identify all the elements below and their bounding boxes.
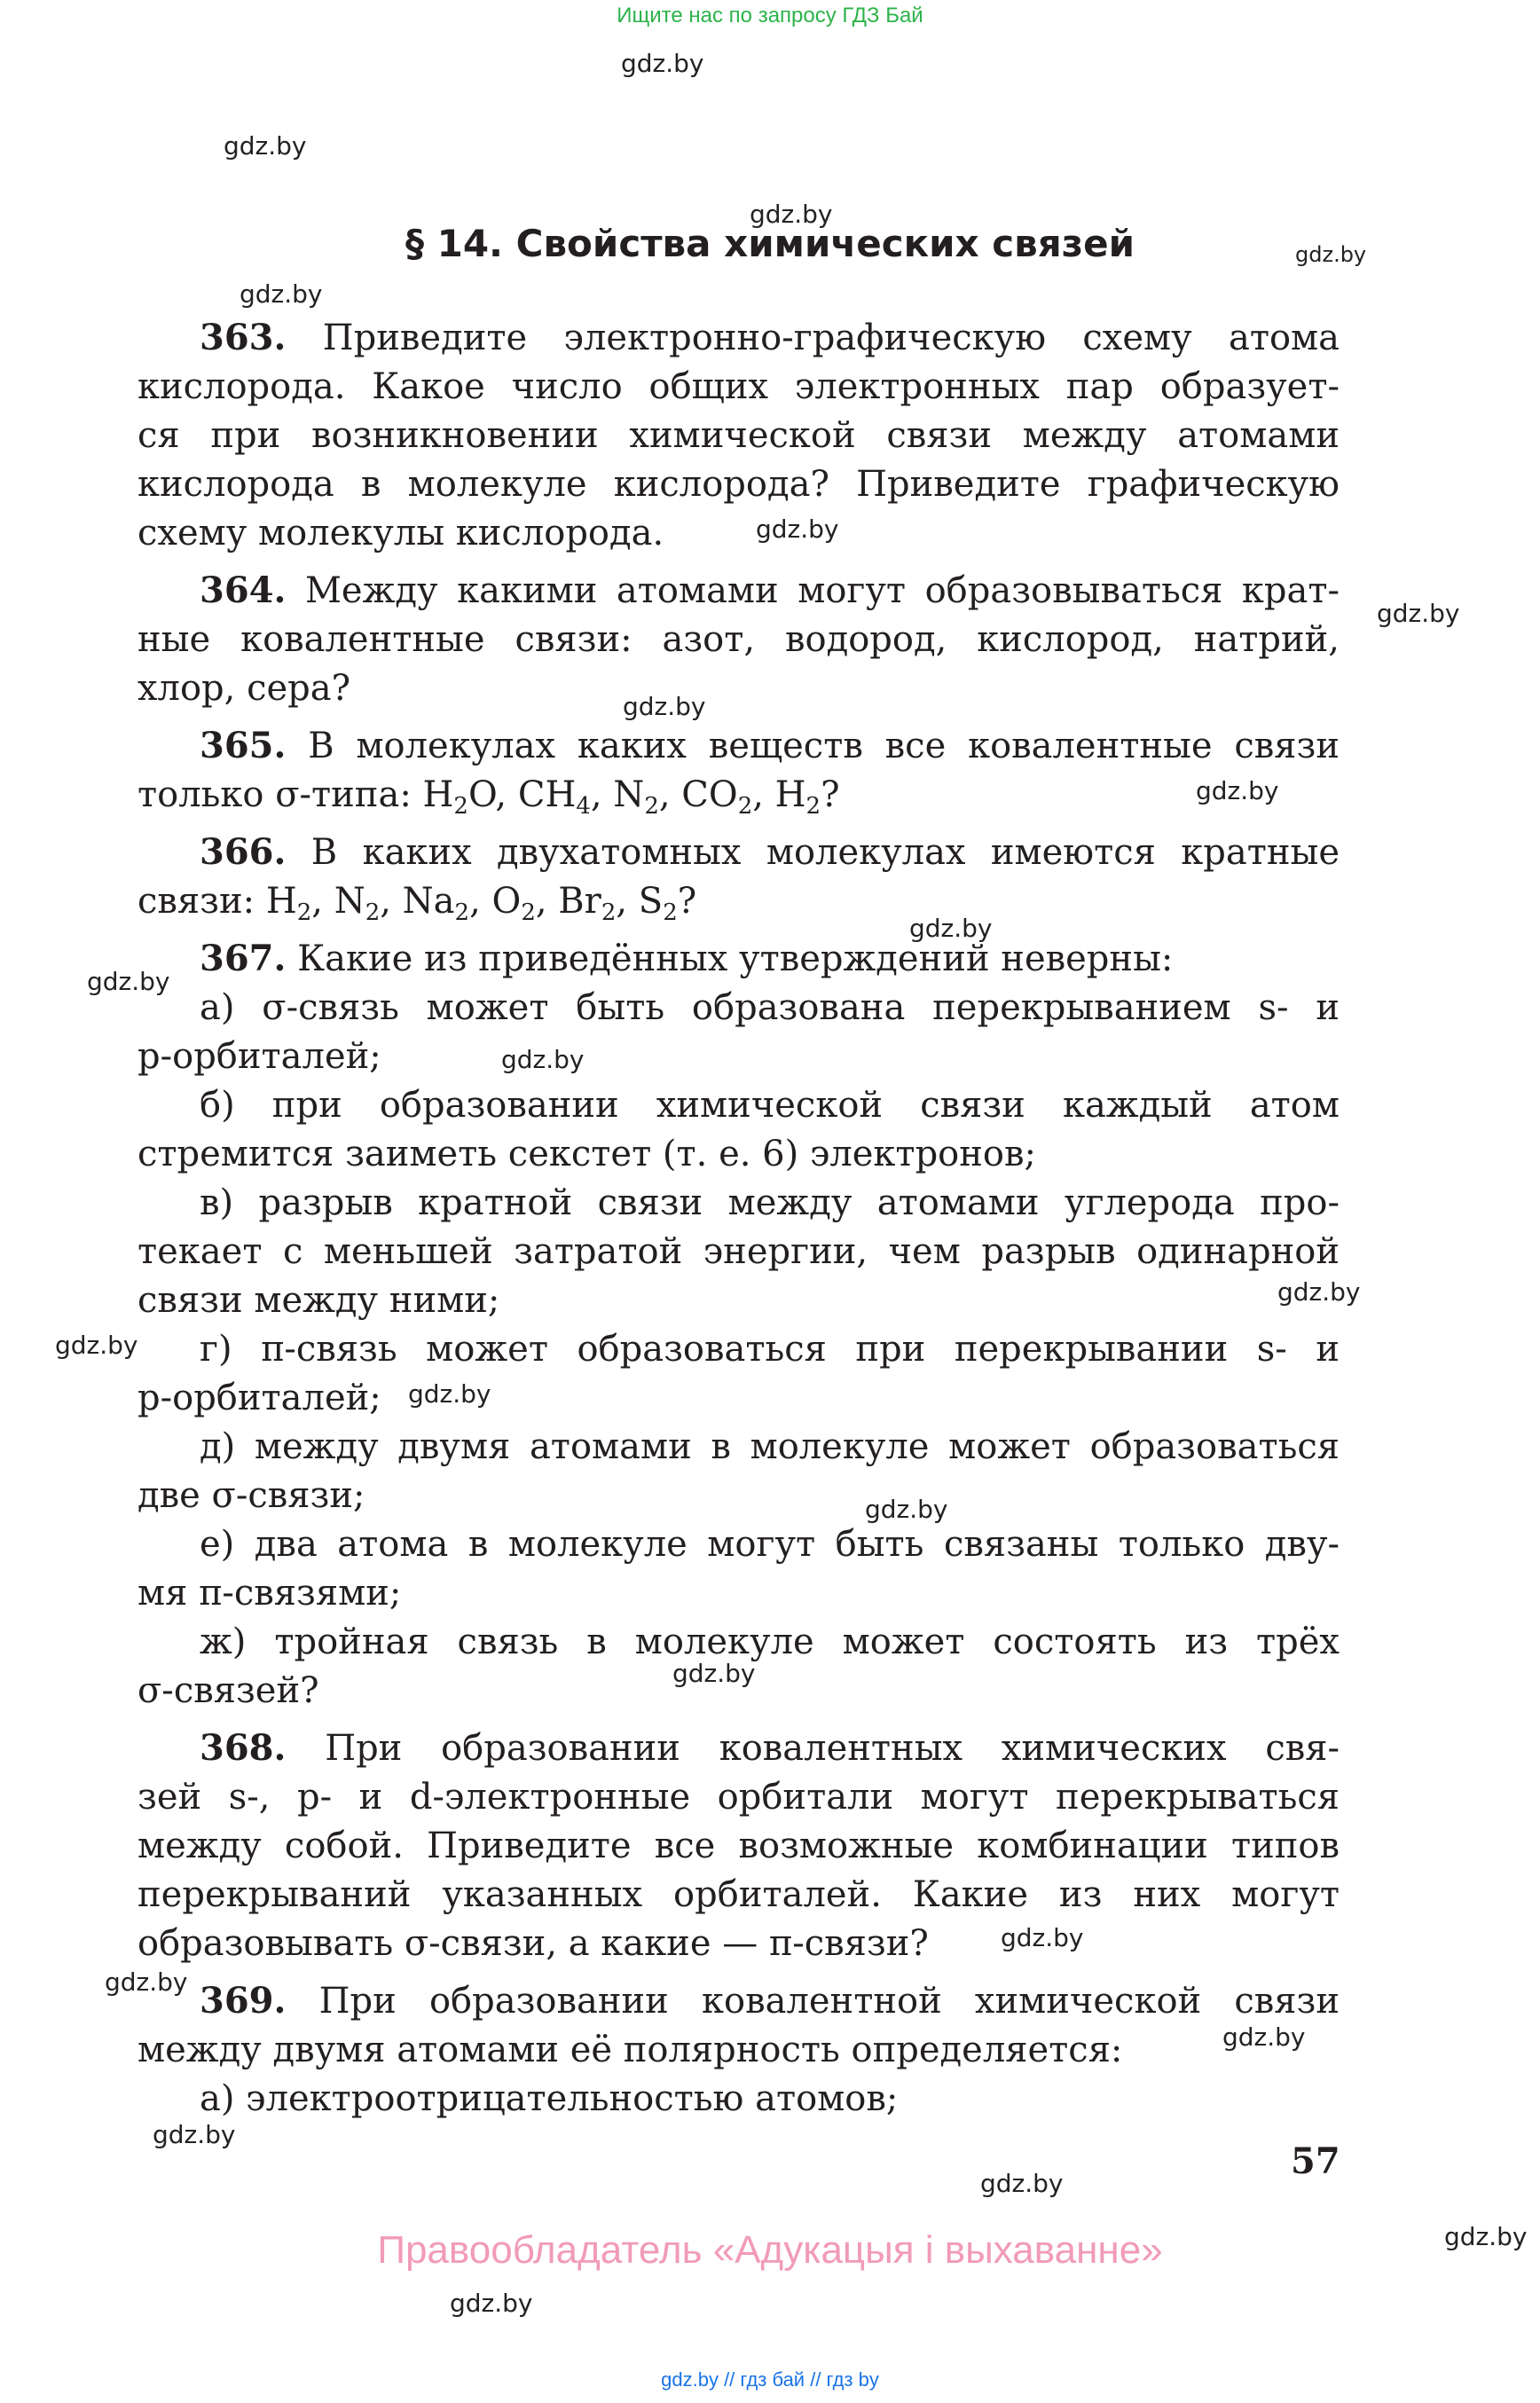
watermark: gdz.by [1295,242,1367,267]
watermark: gdz.by [153,2120,236,2149]
watermark: gdz.by [55,1331,138,1360]
problem-text: В молекулах каких веществ все ковалентные связи [308,726,1340,766]
watermark: gdz.by [450,2289,533,2318]
watermark: gdz.by [1001,1923,1084,1952]
problem-363-line [200,315,1340,361]
problem-365-line [200,723,1340,769]
problem-text: При образовании ковалентной химической связи [318,1981,1340,2022]
formula-list: $H_2O$, $CH_4$, $N_2$, $CO_2$, $H_2$? [422,774,840,820]
watermark: gdz.by [672,1659,756,1688]
watermark: gdz.by [909,914,993,943]
problem-text: При образовании ковалентных химических свя- [325,1728,1340,1769]
option-v-line: связи между ними; [138,1280,500,1321]
problem-365-line [138,772,1340,818]
problem-text: В каких двухатомных молекулах имеются кратные [310,832,1340,873]
option-zh-line: σ-связей? [138,1670,319,1711]
option-b-line: стремится заиметь секстет (т. е. 6) электронов; [138,1134,1036,1174]
watermark: gdz.by [623,692,706,721]
problem-text: Какие из приведённых утверждений неверны: [297,938,1174,979]
problem-369-line: между двумя атомами её полярность определяется: [138,2030,1123,2070]
watermark: gdz.by [224,131,307,161]
problem-368-line: перекрываний указанных орбиталей. Какие из них могут [138,1874,1340,1915]
watermark: gdz.by [1277,1277,1361,1307]
option-a-line: p-орбиталей; [138,1036,381,1077]
watermark: gdz.by [1196,776,1279,805]
option-g-line: p-орбиталей; [138,1378,381,1418]
option-b-line: б) при образовании химической связи каждый атом [200,1085,1340,1126]
watermark: gdz.by [501,1045,585,1074]
watermark: gdz.by [750,200,833,229]
problem-number: 368. [200,1727,287,1769]
watermark: gdz.by [1377,599,1460,628]
option-zh-line: ж) тройная связь в молекуле может состоять из трёх [200,1622,1340,1662]
watermark: gdz.by [87,967,170,996]
problem-363-line: кислорода. Какое число общих электронных пар образует- [138,366,1340,407]
problem-text: связи: [138,881,255,922]
watermark: gdz.by [621,49,704,78]
problem-number: 363. [200,317,287,358]
watermark: gdz.by [980,2169,1064,2198]
watermark: gdz.by [240,279,323,309]
option-g-line: г) π-связь может образоваться при перекрывании s- и [200,1329,1340,1370]
option-d-line: две σ-связи; [138,1475,365,1516]
problem-364-line [200,568,1340,614]
watermark: gdz.by [408,1379,491,1409]
section-title: § 14. Свойства химических связей [405,222,1135,265]
problem-364-line: ные ковалентные связи: азот, водород, кислород, натрий, [138,619,1340,660]
formula-list: $H_2$, $N_2$, $Na_2$, $O_2$, $Br_2$, $S_2$? [265,881,697,926]
problem-368-line: зей s-, p- и d-электронные орбитали могут перекрываться [138,1777,1340,1818]
problem-text: Приведите электронно-графическую схему атома [322,318,1340,358]
option-a-line: а) σ-связь может быть образована перекрыванием s- и [200,987,1340,1028]
problem-number: 367. [200,938,287,979]
watermark: gdz.by [1444,2222,1528,2251]
problem-363-line: ся при возникновении химической связи между атомами [138,415,1340,456]
problem-number: 365. [200,725,287,766]
watermark: gdz.by [1222,2022,1306,2052]
problem-text: Между какими атомами могут образовываться крат- [304,570,1340,611]
option-d-line: д) между двумя атомами в молекуле может образоваться [200,1426,1340,1467]
problem-367-line [200,936,1340,982]
footer-links[interactable]: gdz.by // гдз бай // гдз by [661,2368,879,2391]
problem-368-line [200,1725,1340,1771]
option-v-line: текает с меньшей затратой энергии, чем разрыв одинарной [138,1231,1340,1272]
watermark: gdz.by [756,514,839,544]
watermark: gdz.by [105,1967,188,1997]
problem-363-line: схему молекулы кислорода. [138,513,664,554]
option-e-line: е) два атома в молекуле могут быть связаны только дву- [200,1524,1340,1565]
problem-366-line [200,829,1340,876]
option-e-line: мя π-связями; [138,1573,402,1614]
page-number: 57 [1291,2140,1340,2182]
option-a-line: а) электроотрицательностью атомов; [200,2078,899,2119]
problem-number: 366. [200,831,287,873]
problem-number: 369. [200,1980,287,2022]
search-note: Ищите нас по запросу ГДЗ Бай [617,4,923,27]
problem-369-line [200,1978,1340,2024]
problem-text: только σ-типа: [138,774,412,815]
problem-368-line: образовывать σ-связи, а какие — π-связи? [138,1923,929,1964]
copyright-notice: Правообладатель «Адукацыя і выхаванне» [377,2228,1163,2272]
problem-366-line [138,878,1340,924]
problem-number: 364. [200,569,287,611]
problem-368-line: между собой. Приведите все возможные комбинации типов [138,1826,1340,1866]
problem-364-line: хлор, сера? [138,668,351,709]
watermark: gdz.by [865,1495,948,1524]
option-v-line: в) разрыв кратной связи между атомами углерода про- [200,1182,1340,1223]
problem-363-line: кислорода в молекуле кислорода? Приведите графическую [138,464,1340,505]
